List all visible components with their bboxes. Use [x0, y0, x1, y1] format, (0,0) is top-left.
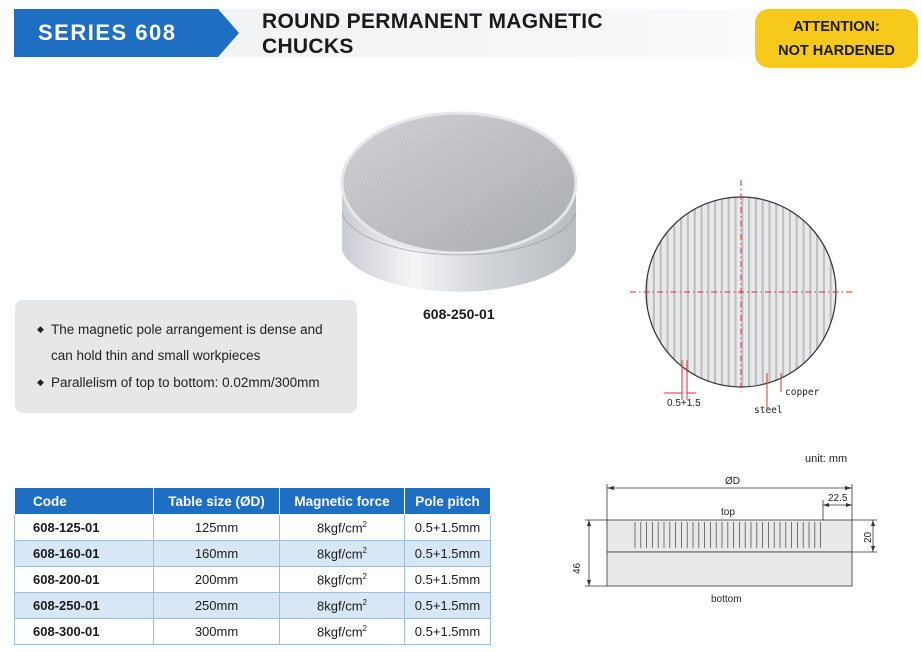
title-line-1: ROUND PERMANENT MAGNETIC [262, 10, 603, 33]
side-view-diagram [565, 470, 895, 625]
bullet-icon: ◆ [37, 324, 44, 334]
steel-label: steel [754, 405, 783, 416]
top-label: top [721, 507, 735, 518]
table-row [15, 619, 491, 645]
cell-code: 608-250-01 [15, 593, 154, 619]
cell-force: $8kgf/cm^2$ [280, 541, 405, 567]
title-line-2: CHUCKS [262, 35, 354, 58]
product-image [330, 95, 585, 300]
table-row [15, 541, 491, 567]
col-header-size: Table size (ØD) [154, 488, 280, 515]
cell-pitch: 0.5+1.5mm [405, 541, 491, 567]
col-header-force: Magnetic force [280, 488, 405, 515]
attention-line-2: NOT HARDENED [778, 43, 895, 59]
cell-code: 608-200-01 [15, 567, 154, 593]
cell-size: 250mm [154, 593, 280, 619]
table-row [15, 567, 491, 593]
pole-stripe [789, 190, 791, 395]
pole-arrangement-diagram [620, 180, 860, 425]
spec-table [14, 487, 491, 645]
cell-pitch: 0.5+1.5mm [405, 567, 491, 593]
pole-stripe [830, 190, 832, 395]
cell-code: 608-125-01 [15, 515, 154, 541]
series-label: SERIES 608 [38, 20, 177, 45]
bottom-label: bottom [711, 594, 742, 605]
cell-force: $8kgf/cm^2$ [280, 593, 405, 619]
features-panel: ◆ The magnetic pole arrangement is dense and can hold thin and small workpieces ◆ Parallelism of top to bottom: 0.02mm/300mm [15, 300, 357, 413]
top-height-label: 20 [863, 531, 874, 543]
bullet-icon: ◆ [37, 377, 44, 387]
diameter-label: ØD [725, 476, 740, 487]
col-header-pitch: Pole pitch [405, 488, 491, 515]
table-header-row [15, 488, 491, 515]
cell-code: 608-160-01 [15, 541, 154, 567]
cell-pitch: 0.5+1.5mm [405, 593, 491, 619]
cell-force: $8kgf/cm^2$ [280, 619, 405, 645]
height-label: 46 [572, 562, 583, 574]
attention-badge [755, 9, 918, 68]
col-header-code: Code [15, 488, 154, 515]
attention-line-1: ATTENTION: [793, 19, 880, 35]
product-code: 608-250-01 [423, 306, 495, 322]
cell-size: 200mm [154, 567, 280, 593]
cell-code: 608-300-01 [15, 619, 154, 645]
table-row [15, 515, 491, 541]
cell-size: 125mm [154, 515, 280, 541]
table-row [15, 593, 491, 619]
pole-stripe [775, 190, 777, 395]
cell-force: $8kgf/cm^2$ [280, 515, 405, 541]
cell-pitch: 0.5+1.5mm [405, 515, 491, 541]
pole-stripe [816, 190, 818, 395]
series-banner [14, 9, 239, 57]
pitch-label: 0.5+1.5 [667, 398, 701, 409]
edge-width-label: 22.5 [828, 493, 848, 504]
copper-label: copper [785, 387, 820, 398]
page-title [262, 9, 603, 59]
cell-force: $8kgf/cm^2$ [280, 567, 405, 593]
cell-size: 160mm [154, 541, 280, 567]
cell-size: 300mm [154, 619, 280, 645]
cell-pitch: 0.5+1.5mm [405, 619, 491, 645]
unit-note: unit: mm [805, 453, 848, 465]
